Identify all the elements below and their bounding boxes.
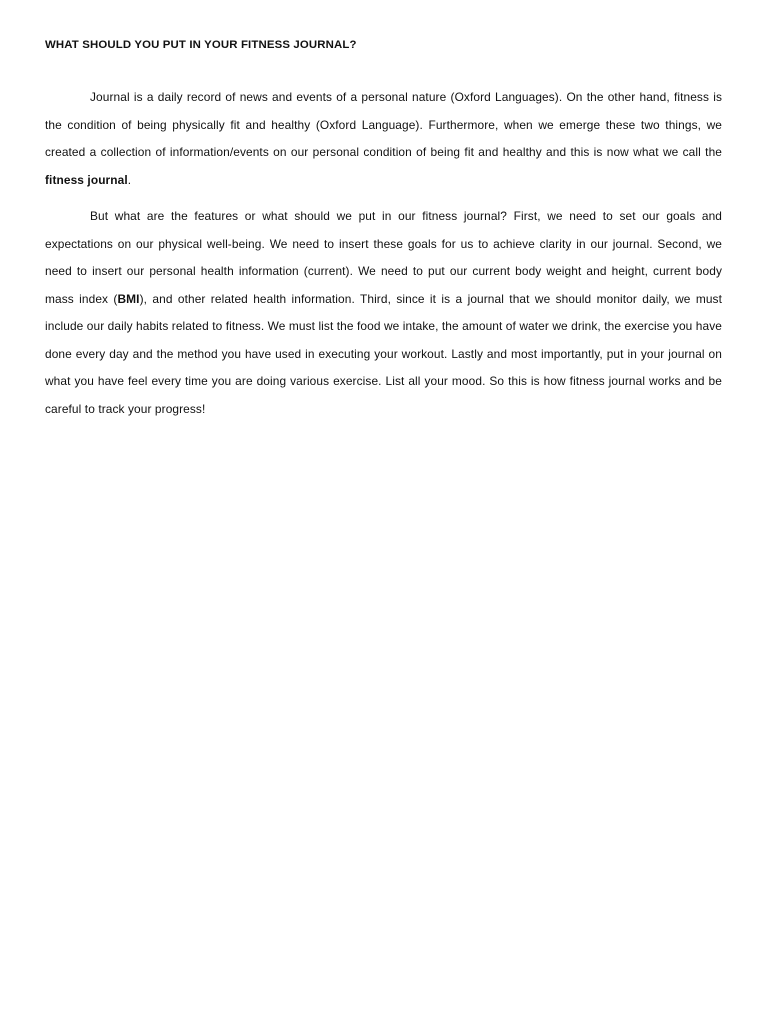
paragraph-definition — [45, 84, 722, 194]
document-title: WHAT SHOULD YOU PUT IN YOUR FITNESS JOURNAL? — [45, 39, 357, 51]
paragraph-features-text-start: But what are the features or what should we put in our fitness journal? First, we need to set our goals and expectations on our physical well-being. We need to insert these goals for us to achieve clarity in our journal. Second, we need to insert our personal health information (current). We need to put our current body weight and height, current body mass index ( — [45, 209, 722, 306]
paragraph-definition-text: Journal is a daily record of news and events of a personal nature (Oxford Languages). On the other hand, fitness is the condition of being physically fit and healthy (Oxford Language). Furthermore, when we emerge these two things, we created a collection of information/events on our personal condition of being fit and healthy and this is now what we call the — [45, 90, 722, 159]
fitness-journal-term: fitness journal — [45, 172, 128, 187]
paragraph-definition-end: . — [127, 172, 132, 187]
bmi-term: BMI — [117, 291, 140, 306]
paragraph-features-text-end: ), and other related health information. Third, since it is a journal that we should monitor daily, we must include our daily habits related to fitness. We must list the food we intake, the amount of water we drink, the exercise you have done every day and the method you have used in executing your workout. Lastly and most importantly, put in your journal on what you have feel every time you are doing various exercise. List all your mood. So this is how fitness journal works and be careful to track your progress! — [45, 291, 723, 416]
paragraph-features — [45, 203, 722, 423]
